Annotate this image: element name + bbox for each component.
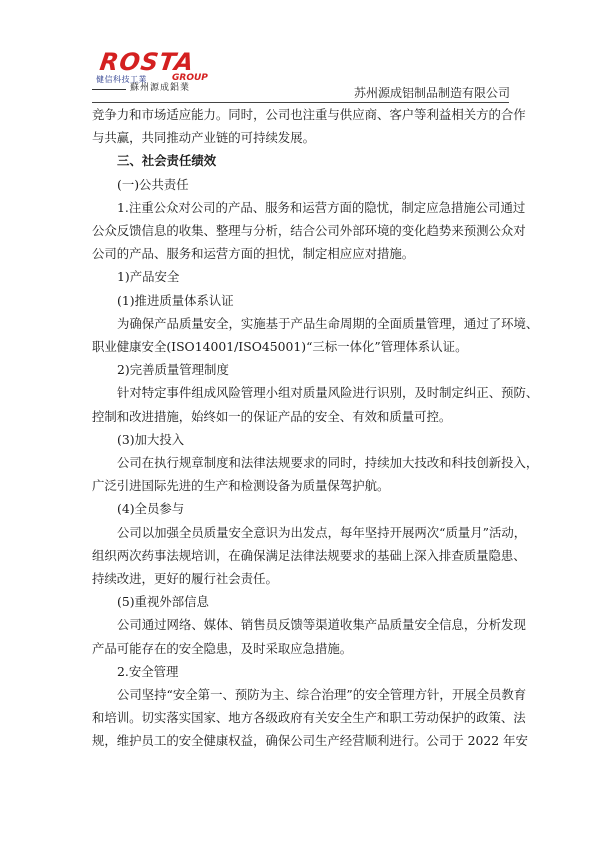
- text-line: 规，维护员工的安全健康权益，确保公司生产经营顺利进行。公司于 2022 年安: [92, 733, 528, 749]
- text-line: 公司在执行规章制度和法律法规要求的同时，持续加大技改和科技创新投入，: [117, 455, 539, 471]
- logo-divider: [92, 89, 126, 90]
- section-heading: 三、社会责任绩效: [117, 153, 217, 169]
- text-line: (5)重视外部信息: [117, 594, 209, 610]
- text-line: 针对特定事件组成风险管理小组对质量风险进行识别，及时制定纠正、预防、: [117, 385, 539, 401]
- logo-wordmark: ROSTA: [98, 48, 197, 76]
- text-line: 产品可能存在的安全隐患，及时采取应急措施。: [92, 640, 353, 656]
- text-line: 公司以加强全员质量安全意识为出发点，每年坚持开展两次“质量月”活动，: [117, 524, 527, 540]
- text-line: 控制和改进措施，始终如一的保证产品的安全、有效和质量可控。: [92, 408, 452, 424]
- text-line: 竞争力和市场适应能力。同时，公司也注重与供应商、客户等利益相关方的合作: [92, 107, 526, 122]
- text-line: 与共赢，共同推动产业链的可持续发展。: [92, 130, 316, 146]
- text-line: (一)公共责任: [117, 176, 189, 192]
- text-line: 持续改进，更好的履行社会责任。: [92, 571, 278, 587]
- text-line: 1.注重公众对公司的产品、服务和运营方面的隐忧，制定应急措施公司通过: [117, 199, 526, 215]
- logo-group-text: GROUP: [172, 73, 208, 83]
- header-company-name: 苏州源成铝制品制造有限公司: [353, 86, 510, 100]
- company-logo: [92, 50, 222, 94]
- logo-subtitle: 健信科技工業: [96, 75, 147, 84]
- text-line: 职业健康安全(ISO14001/ISO45001)“三标一体化”管理体系认证。: [92, 339, 468, 355]
- text-line: (1)推进质量体系认证: [117, 292, 234, 308]
- text-line: 1)产品安全: [117, 269, 180, 285]
- text-line: 公众反馈信息的收集、整理与分析，结合公司外部环境的变化趋势来预测公众对: [92, 223, 526, 239]
- text-line: 2)完善质量管理制度: [117, 362, 229, 378]
- text-line: 2.安全管理: [117, 663, 179, 679]
- text-line: 和培训。切实落实国家、地方各级政府有关安全生产和职工劳动保护的政策、法: [92, 710, 526, 726]
- text-line: 组织两次药事法规培训，在确保满足法律法规要求的基础上深入排查质量隐患、: [92, 547, 526, 563]
- body-text: [92, 103, 539, 753]
- text-line: 公司的产品、服务和运营方面的担忧，制定相应应对措施。: [92, 246, 415, 262]
- text-line: 广泛引进国际先进的生产和检测设备为质量保驾护航。: [92, 478, 390, 494]
- text-line: (3)加大投入: [117, 431, 185, 447]
- text-line: 公司通过网络、媒体、销售员反馈等渠道收集产品质量安全信息，分析发现: [117, 617, 526, 633]
- text-line: 为确保产品质量安全，实施基于产品生命周期的全面质量管理，通过了环境、: [117, 315, 539, 331]
- text-line: 公司坚持“安全第一、预防为主、综合治理”的安全管理方针，开展全员教育: [117, 687, 527, 703]
- logo-company-name: 蘇州源成鋁業: [130, 83, 191, 93]
- text-line: (4)全员参与: [117, 501, 185, 517]
